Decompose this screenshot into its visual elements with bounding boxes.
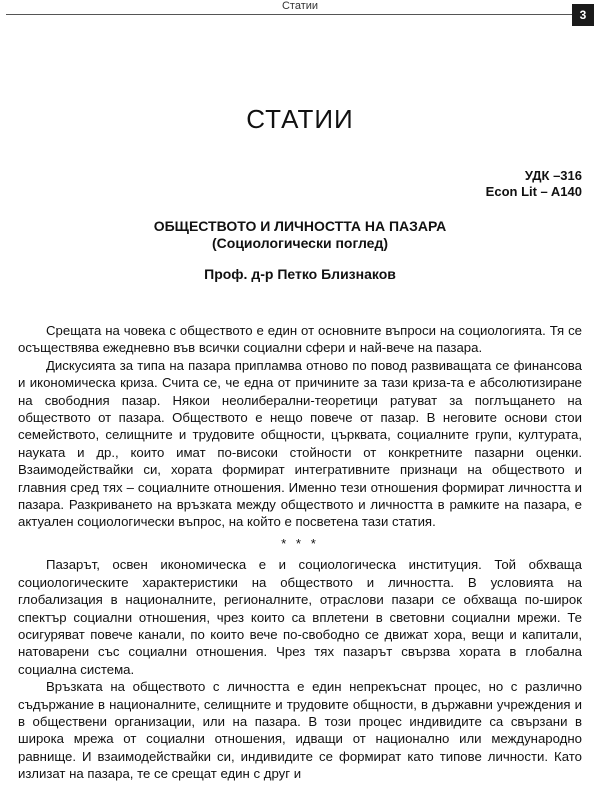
paragraph: Дискусията за типа на пазара припламва отново по повод развиващата се финансова и икономическа криза. Счита се, че една от причините за тази криза-та е абсолютизиране на свободния пазар. Някои неолиберални-теоретици ратуват за поглъщането на обществото от пазара. Обществото е нещо повече от пазар. В неговите основи стои семейството, селищните и трудовите общности, църквата, социалните групи, културата, науката и др., които имат по-високи стойности от конкретните пазарни оценки. Взаимодействайки си, хората формират интегративните признаци на обществото и главния сред тях – социалните отношения. Именно тези отношения формират личността и пазара. Разкриването на връзката между обществото и личността в рамките на пазара, е актуален социологически въпрос, на който е посветена тази статия. [18,357,582,530]
article-title: ОБЩЕСТВОТО И ЛИЧНОСТТА НА ПАЗАРА [153,218,447,234]
econlit-code: Econ Lit – A140 [485,184,582,199]
udc-code: УДК –316 [524,168,582,183]
page-number: 3 [572,4,594,26]
classification-codes [486,168,582,200]
running-header [0,0,600,16]
header-rule [6,14,572,15]
article-body [18,322,582,783]
running-title: Статии [281,0,319,12]
paragraph: Пазарът, освен икономическа е и социологическа институция. Той обхваща социологическите характеристики на обществото и личността. В условията на глобализация в националните, регионалните, отраслови пазари се обхваща по-широк спектър социални отношения, чрез които са вплетени в световни социални мрежи. Те осигуряват повече канали, по които вече по-свободно се движат хора, вещи и капитали, натоварени със социални отношения. Чрез тях пазарът свързва хората в глобална социална система. [18,557,582,677]
article-author: Проф. д-р Петко Близнаков [204,266,396,282]
paragraph: Срещата на човека с обществото е един от основните въпроси на социологията. Тя се осъществява ежедневно във всички социални сфери и най-вече на пазара. [18,323,582,356]
paragraph: Връзката на обществото с личността е един непрекъснат процес, но с различно съдържание в националните, селищните и трудовите общности, в държавни учреждения и в обществени организации, или на пазара. В този процес индивидите са свързани в широка мрежа от социални отношения, идващи от национално или международно равнище. И взаимодействайки си, индивидите се формират като типове личности. Като излизат на пазара, те се срещат един с друг и [18,679,582,782]
article-subtitle: (Социологически поглед) [212,235,388,251]
article-heading [0,218,600,252]
section-separator: * * * [281,535,319,551]
section-title: СТАТИИ [246,104,354,134]
